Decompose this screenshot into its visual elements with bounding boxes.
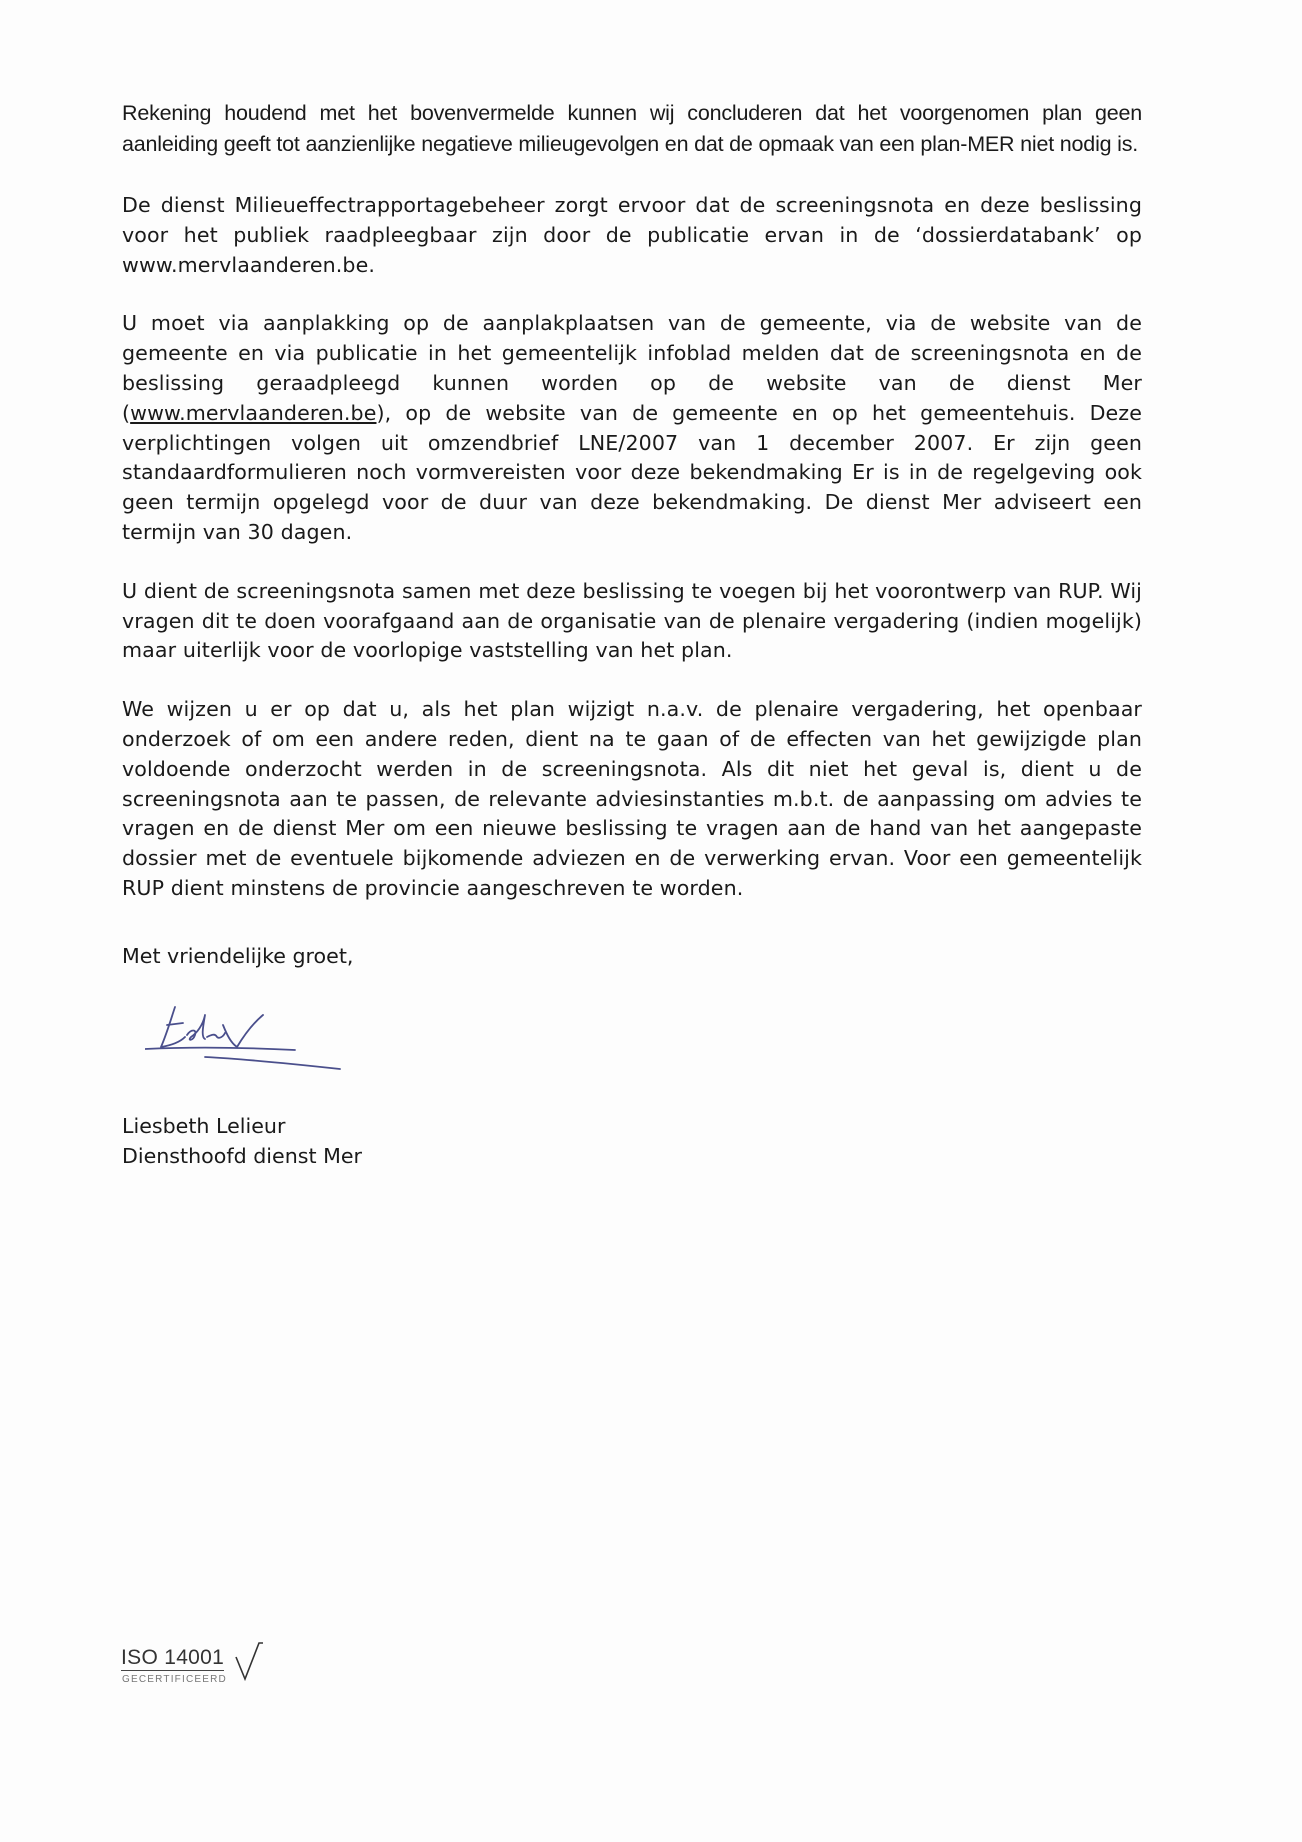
mervlaanderen-link[interactable]: www.mervlaanderen.be bbox=[130, 400, 377, 425]
signer-block bbox=[122, 1112, 362, 1171]
letter-body bbox=[122, 98, 1142, 933]
paragraph-conclusion: Rekening houdend met het bovenvermelde kunnen wij concluderen dat het voorgenomen plan geen aanleiding geeft tot aanzienlijke negatieve milieugevolgen en dat de opmaak van een plan-MER niet nodig is. bbox=[122, 101, 1142, 156]
paragraph-plan-change: We wijzen u er op dat u, als het plan wijzigt n.a.v. de plenaire vergadering, het openbaar onderzoek of om een andere reden, dient na te gaan of de effecten van het gewijzigde plan voldoende onderzocht werden in de screeningsnota. Als dit niet het geval is, dient u de screeningsnota aan te passen, de relevante adviesinstanties m.b.t. de aanpassing om advies te vragen en de dienst Mer om een nieuwe beslissing te vragen aan de hand van het aangepaste dossier met de eventuele bijkomende adviezen en de verwerking ervan. Voor een gemeentelijk RUP dient minstens de provincie aangeschreven te worden. bbox=[122, 697, 1142, 900]
iso-certified-label: GECERTIFICEERD bbox=[122, 1674, 227, 1685]
iso-number: ISO 14001 bbox=[121, 1646, 225, 1669]
signer-name: Liesbeth Lelieur bbox=[122, 1114, 286, 1138]
paragraph-publication: De dienst Milieueffectrapportagebeheer zorgt ervoor dat de screeningsnota en deze beslissing voor het publiek raadpleegbaar zijn door de publicatie ervan in de ‘dossierdatabank’ op www.mervlaanderen.be. bbox=[122, 193, 1142, 277]
iso-certification-mark bbox=[121, 1645, 271, 1705]
handwritten-signature bbox=[145, 995, 355, 1075]
signer-role: Diensthoofd dienst Mer bbox=[122, 1143, 362, 1168]
closing-greeting: Met vriendelijke groet, bbox=[122, 944, 354, 968]
checkmark-icon bbox=[233, 1639, 263, 1683]
paragraph-announcement bbox=[122, 309, 1142, 547]
paragraph-announcement-part1: U moet via aanplakking op de aanplakplaatsen van de gemeente, via de website van de gemeente en via publicatie in het gemeentelijk infoblad melden dat de screeningsnota en de beslissing geraadpleegd kunnen worden op de website van de dienst Mer ( bbox=[122, 311, 1142, 425]
paragraph-screening-note: U dient de screeningsnota samen met deze beslissing te voegen bij het voorontwerp van RUP. Wij vragen dit te doen voorafgaand aan de organisatie van de plenaire vergadering (indien mogelijk) maar uiterlijk voor de voorlopige vaststelling van het plan. bbox=[122, 578, 1142, 663]
paragraph-announcement-part2: ), op de website van de gemeente en op het gemeentehuis. Deze verplichtingen volgen uit omzendbrief LNE/2007 van 1 december 2007. Er zijn geen standaardformulieren noch vormvereisten voor deze bekendmaking Er is in de regelgeving ook geen termijn opgelegd voor de duur van deze bekendmaking. De dienst Mer adviseert een termijn van 30 dagen. bbox=[122, 400, 1142, 544]
